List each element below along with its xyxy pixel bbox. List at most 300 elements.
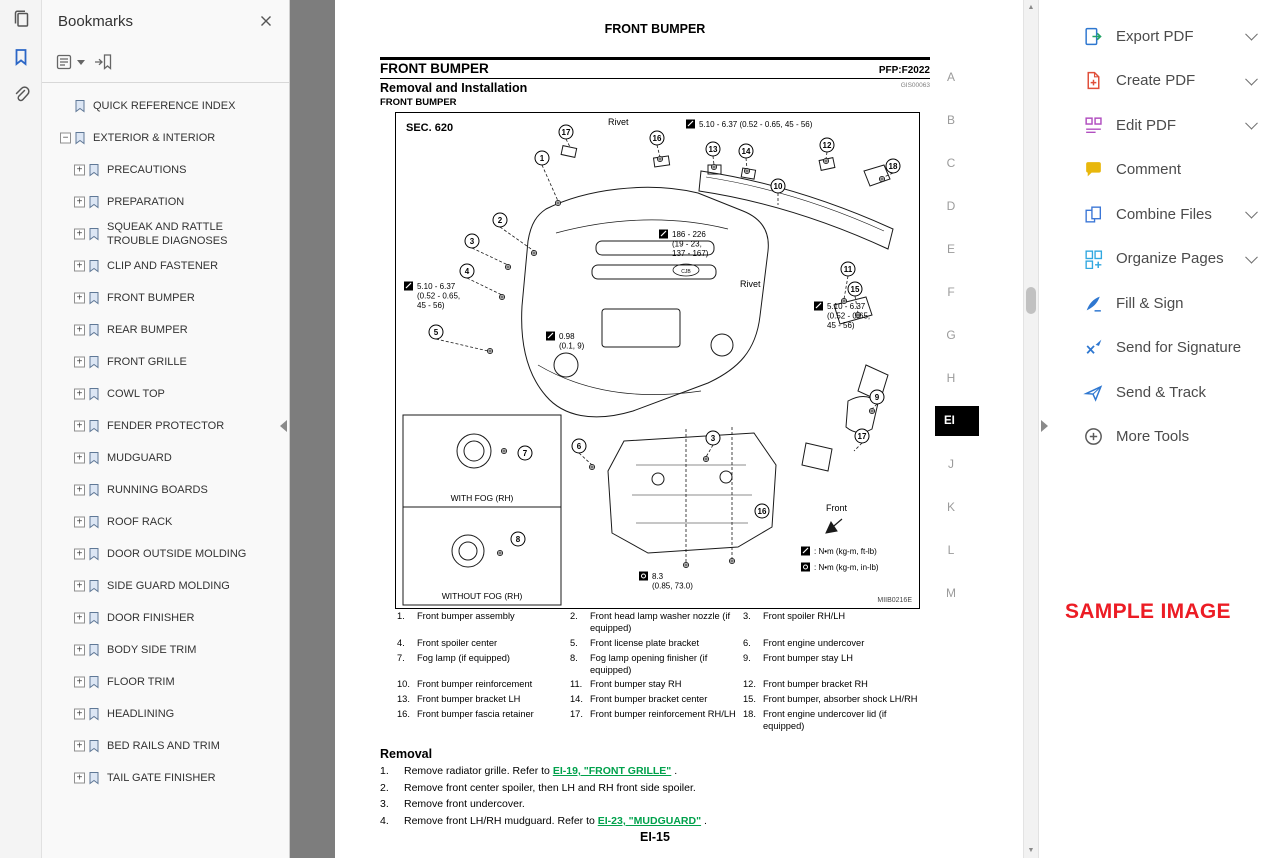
section-tab-b[interactable]: B [946, 113, 955, 127]
section-tab-f[interactable]: F [947, 285, 955, 299]
bookmark-item-fender-protector[interactable] [42, 410, 289, 442]
step-text-segment: Remove front center spoiler, then LH and RH front side spoiler. [404, 781, 696, 794]
bookmark-item-side-guard-molding[interactable] [42, 570, 289, 602]
svg-text:8.3(0.85, 73.0): 8.3 (0.85, 73.0) [652, 572, 693, 591]
section-tab-g[interactable]: G [946, 328, 956, 342]
svg-text:SEC. 620: SEC. 620 [406, 122, 454, 134]
section-tab-m[interactable]: M [946, 586, 956, 600]
subsection-subtitle: FRONT BUMPER [380, 97, 457, 108]
part-number: 5. [570, 637, 578, 648]
bookmark-icon [88, 515, 100, 529]
sample-image-watermark: SAMPLE IMAGE [1065, 600, 1231, 623]
chevron-down-icon[interactable] [1245, 251, 1258, 264]
bookmark-icon [88, 707, 100, 721]
tools-panel [1038, 0, 1278, 858]
bookmark-label: MUDGUARD [107, 451, 172, 464]
bookmark-label: COWL TOP [107, 387, 165, 400]
doc-code: GIS00063 [900, 82, 930, 89]
part-name: Front head lamp washer nozzle (if equipped) [590, 611, 731, 633]
expand-toggle-icon[interactable]: + [74, 293, 85, 304]
bookmark-item-squeak-and-rattle-trouble-diagnoses[interactable] [42, 218, 289, 250]
torque-spec [686, 120, 813, 130]
tool-label: Export PDF [1116, 27, 1194, 45]
removal-step [380, 815, 932, 829]
part-item [397, 611, 570, 635]
torque-spec [639, 572, 693, 591]
bookmark-item-roof-rack[interactable] [42, 506, 289, 538]
pdf-page [335, 0, 1023, 858]
svg-text:5.10 - 6.37(0.52 - 0.65,45 - 5: 5.10 - 6.37 (0.52 - 0.65, 45 - 56) [417, 282, 461, 310]
section-heavy-rule [380, 57, 930, 60]
tool-label: Organize Pages [1116, 250, 1224, 268]
bookmarks-panel [42, 0, 290, 858]
bookmark-item-body-side-trim[interactable] [42, 634, 289, 666]
bookmark-label: EXTERIOR & INTERIOR [93, 131, 216, 144]
bookmark-label: PREPARATION [107, 195, 185, 208]
section-thin-rule [380, 78, 930, 79]
section-tab-e[interactable]: E [946, 242, 955, 256]
tool-label: Create PDF [1116, 72, 1196, 90]
bookmark-item-precautions[interactable] [42, 154, 289, 186]
parts-row [397, 611, 935, 635]
tool-combine-files[interactable] [1039, 192, 1278, 237]
expand-toggle-icon[interactable]: + [74, 357, 85, 368]
bookmark-icon [88, 291, 100, 305]
callout-18 [886, 159, 900, 173]
tool-label: More Tools [1116, 428, 1190, 446]
callout-9 [870, 390, 884, 404]
torque-spec [659, 230, 709, 259]
tool-label: Fill & Sign [1116, 294, 1184, 312]
callout-6 [572, 439, 586, 453]
bookmark-icon [88, 195, 100, 209]
callout-3 [706, 431, 720, 445]
chevron-down-icon[interactable] [1245, 28, 1258, 41]
expand-current-bookmark-icon[interactable] [93, 53, 113, 71]
bookmark-icon [88, 419, 100, 433]
section-tab-c[interactable]: C [946, 156, 956, 170]
expand-toggle-icon[interactable]: + [74, 581, 85, 592]
part-number: 3. [743, 611, 751, 621]
bookmark-label: HEADLINING [107, 707, 175, 720]
part-name: Front license plate bracket [590, 637, 700, 648]
bookmark-item-front-bumper[interactable] [42, 282, 289, 314]
bookmarks-panel-title: Bookmarks [58, 12, 134, 30]
part-number: 11. [570, 679, 583, 690]
tool-label: Combine Files [1116, 205, 1212, 223]
expand-toggle-icon[interactable]: + [74, 453, 85, 464]
send-track-icon [1083, 382, 1105, 403]
part-item [397, 709, 570, 733]
section-tab-l[interactable]: L [947, 543, 955, 557]
removal-steps [380, 765, 932, 832]
bookmark-label: FENDER PROTECTOR [107, 419, 225, 432]
tool-label: Comment [1116, 161, 1182, 179]
exploded-diagram [395, 112, 920, 609]
svg-text:3: 3 [469, 236, 475, 246]
part-item [570, 709, 743, 733]
callout-3 [465, 234, 479, 248]
svg-text:2: 2 [497, 215, 503, 225]
scrollbar-thumb[interactable] [1026, 287, 1036, 314]
bookmark-item-door-finisher[interactable] [42, 602, 289, 634]
bookmark-icon [88, 355, 100, 369]
callout-17 [855, 429, 869, 443]
step-number: 2. [380, 781, 389, 794]
expand-toggle-icon[interactable]: + [74, 325, 85, 336]
left-nav-strip [0, 0, 42, 858]
expand-toggle-icon[interactable]: + [74, 709, 85, 720]
bookmark-item-clip-and-fastener[interactable] [42, 250, 289, 282]
parts-row [397, 694, 935, 706]
bookmark-label: FLOOR TRIM [107, 675, 175, 688]
tool-send-and-track[interactable] [1039, 370, 1278, 415]
part-item [743, 679, 935, 691]
bookmark-options-icon[interactable] [56, 54, 85, 70]
callout-14 [739, 144, 753, 158]
expand-toggle-icon[interactable]: + [74, 165, 85, 176]
bookmarks-list [42, 90, 289, 858]
svg-text:12: 12 [822, 140, 832, 150]
part-name: Front engine undercover lid (if equipped) [763, 709, 887, 732]
callout-15 [848, 282, 862, 296]
part-item [743, 611, 935, 635]
create-pdf-icon [1083, 70, 1105, 91]
bookmark-icon [88, 611, 100, 625]
part-item [397, 653, 570, 677]
svg-text:: N•m (kg-m, ft-lb): : N•m (kg-m, ft-lb) [814, 547, 877, 556]
part-name: Front bumper stay RH [590, 679, 682, 690]
svg-text:8: 8 [515, 534, 521, 544]
part-number: 2. [570, 611, 578, 621]
expand-toggle-icon[interactable]: + [74, 773, 85, 784]
bookmark-label: SIDE GUARD MOLDING [107, 579, 230, 592]
bookmark-item-headlining[interactable] [42, 698, 289, 730]
svg-text:16: 16 [652, 133, 662, 143]
section-tab-a[interactable]: A [946, 70, 955, 84]
parts-legend [397, 611, 935, 736]
bookmark-item-running-boards[interactable] [42, 474, 289, 506]
bookmark-label: BED RAILS AND TRIM [107, 739, 220, 752]
expand-toggle-icon[interactable]: + [74, 645, 85, 656]
part-name: Front bumper assembly [417, 611, 515, 621]
part-name: Fog lamp opening finisher (if equipped) [590, 652, 708, 675]
organize-pages-icon [1083, 248, 1105, 269]
part-number: 12. [743, 679, 756, 690]
callout-17 [559, 125, 573, 139]
part-number: 16. [397, 709, 410, 720]
removal-step [380, 765, 932, 779]
part-item [570, 653, 743, 677]
part-item [743, 638, 935, 650]
svg-text:0.98(0.1, 9): 0.98 (0.1, 9) [559, 332, 585, 351]
step-text [404, 782, 696, 796]
chevron-down-icon [77, 60, 85, 65]
expand-toggle-icon[interactable]: + [74, 229, 85, 240]
part-name: Front bumper reinforcement [417, 679, 533, 690]
bookmark-label: PRECAUTIONS [107, 163, 187, 176]
part-number: 15. [743, 694, 756, 705]
expand-toggle-icon[interactable]: + [74, 677, 85, 688]
tool-export-pdf[interactable] [1039, 14, 1278, 59]
expand-toggle-icon[interactable]: + [74, 485, 85, 496]
bookmark-item-cowl-top[interactable] [42, 378, 289, 410]
part-item [743, 694, 935, 706]
section-title-row [380, 61, 930, 76]
step-number: 4. [380, 814, 389, 827]
step-number: 1. [380, 765, 389, 777]
bookmark-item-quick-reference-index[interactable] [42, 90, 289, 122]
bookmark-icon [88, 323, 100, 337]
svg-text:4: 4 [464, 266, 470, 276]
svg-text:9: 9 [874, 392, 880, 402]
torque-spec [546, 332, 585, 351]
expand-toggle-icon[interactable]: + [74, 741, 85, 752]
part-item [570, 694, 743, 706]
export-pdf-icon [1083, 26, 1105, 47]
bookmark-icon [88, 387, 100, 401]
collapse-toggle-icon[interactable]: − [60, 133, 71, 144]
svg-text:17: 17 [857, 431, 867, 441]
expand-toggle-icon[interactable]: + [74, 197, 85, 208]
bookmarks-icon[interactable] [0, 38, 42, 76]
step-text [404, 815, 707, 829]
svg-text:5.10 - 6.37(0.52 - 0.65,45 - 5: 5.10 - 6.37 (0.52 - 0.65, 45 - 56) [827, 302, 871, 330]
callout-16 [650, 131, 664, 145]
parts-row [397, 638, 935, 650]
expand-toggle-icon[interactable]: + [74, 517, 85, 528]
bookmark-label: QUICK REFERENCE INDEX [93, 99, 236, 112]
bookmark-label: FRONT GRILLE [107, 355, 187, 368]
bookmark-label: REAR BUMPER [107, 323, 188, 336]
bookmark-item-preparation[interactable] [42, 186, 289, 218]
part-item [397, 638, 570, 650]
page-running-header: FRONT BUMPER [604, 22, 706, 36]
step-text-segment: Remove front LH/RH mudguard. Refer to [404, 814, 598, 827]
bookmark-item-exterior-and-interior[interactable] [42, 122, 289, 154]
bookmark-item-tail-gate-finisher[interactable] [42, 762, 289, 794]
svg-text:CJB: CJB [681, 269, 691, 275]
svg-text:3: 3 [710, 433, 716, 443]
scroll-down-arrow[interactable]: ▼ [1027, 847, 1035, 854]
svg-text:6: 6 [576, 441, 582, 451]
part-item [570, 679, 743, 691]
expand-toggle-icon[interactable]: + [74, 421, 85, 432]
tool-label: Edit PDF [1116, 116, 1177, 134]
close-icon[interactable] [259, 14, 273, 28]
expand-toggle-icon[interactable]: + [74, 549, 85, 560]
subsection-title: Removal and Installation [380, 81, 528, 95]
comment-icon [1083, 159, 1105, 180]
part-name: Front bumper bracket RH [763, 679, 868, 690]
tool-more-tools[interactable] [1039, 415, 1278, 460]
part-item [743, 709, 935, 733]
section-tab-j[interactable]: J [948, 457, 954, 471]
removal-step [380, 798, 932, 812]
bookmark-item-rear-bumper[interactable] [42, 314, 289, 346]
expand-toggle-icon[interactable]: + [74, 261, 85, 272]
part-number: 10. [397, 679, 410, 690]
bookmark-item-bed-rails-and-trim[interactable] [42, 730, 289, 762]
bookmark-icon [88, 259, 100, 273]
svg-text:WITH FOG (RH): WITH FOG (RH) [450, 493, 514, 503]
bookmark-icon [88, 451, 100, 465]
chevron-down-icon[interactable] [1245, 117, 1258, 130]
bookmark-icon [88, 579, 100, 593]
part-number: 13. [397, 694, 410, 705]
bookmark-icon [88, 739, 100, 753]
callout-8 [511, 532, 525, 546]
bookmark-label: ROOF RACK [107, 515, 173, 528]
torque-spec [814, 302, 870, 331]
parts-row [397, 679, 935, 691]
tool-organize-pages[interactable] [1039, 237, 1278, 282]
callout-12 [820, 138, 834, 152]
scroll-up-arrow[interactable]: ▲ [1027, 4, 1035, 11]
document-area [290, 0, 1038, 858]
section-tab-ei[interactable]: EI [935, 406, 979, 436]
part-name: Front bumper, absorber shock LH/RH [763, 694, 918, 705]
svg-text:5.10 - 6.37 (0.52 - 0.65, 45 -: 5.10 - 6.37 (0.52 - 0.65, 45 - 56) [699, 120, 813, 129]
bookmark-icon [88, 643, 100, 657]
chevron-down-icon[interactable] [1245, 206, 1258, 219]
callout-13 [706, 142, 720, 156]
step-text [404, 765, 677, 779]
part-name: Front bumper fascia retainer [417, 709, 534, 720]
tools-list [1039, 14, 1278, 459]
page-number: EI-15 [640, 830, 670, 844]
part-number: 1. [397, 611, 405, 621]
tool-fill-and-sign[interactable] [1039, 281, 1278, 326]
callout-10 [771, 179, 785, 193]
bookmark-item-front-grille[interactable] [42, 346, 289, 378]
bookmark-icon [88, 483, 100, 497]
bookmark-icon [74, 131, 86, 145]
bookmarks-header [42, 0, 289, 42]
svg-text:15: 15 [850, 284, 860, 294]
expand-toggle-icon[interactable]: + [74, 389, 85, 400]
bookmark-icon [88, 547, 100, 561]
step-text-segment: . [701, 814, 707, 827]
svg-text:Rivet: Rivet [740, 279, 761, 289]
bookmark-icon [88, 163, 100, 177]
parts-row [397, 653, 935, 677]
svg-text:14: 14 [741, 146, 751, 156]
more-tools-icon [1083, 426, 1105, 447]
part-item [397, 679, 570, 691]
bookmark-label: DOOR FINISHER [107, 611, 195, 624]
bookmark-label: FRONT BUMPER [107, 291, 195, 304]
bookmark-label: TAIL GATE FINISHER [107, 771, 216, 784]
step-text [404, 798, 525, 812]
svg-text:: N•m (kg-m, in-lb): : N•m (kg-m, in-lb) [814, 563, 879, 572]
bookmark-label: RUNNING BOARDS [107, 483, 208, 496]
callout-16 [755, 504, 769, 518]
bookmark-icon [88, 675, 100, 689]
attachments-icon[interactable] [0, 76, 42, 114]
removal-step [380, 782, 932, 796]
svg-text:10: 10 [773, 181, 783, 191]
bookmark-icon [74, 99, 86, 113]
pfp-code: PFP:F2022 [878, 65, 930, 76]
bookmark-item-floor-trim[interactable] [42, 666, 289, 698]
part-item [570, 638, 743, 650]
bookmark-icon [88, 771, 100, 785]
page-thumbnails-icon[interactable] [0, 0, 42, 38]
callout-5 [429, 325, 443, 339]
part-item [570, 611, 743, 635]
part-number: 14. [570, 694, 583, 705]
callout-4 [460, 264, 474, 278]
part-number: 8. [570, 652, 578, 663]
part-name: Front spoiler RH/LH [763, 611, 846, 621]
part-name: Front bumper stay LH [763, 652, 853, 663]
callout-7 [518, 446, 532, 460]
svg-text:1: 1 [539, 153, 545, 163]
part-number: 6. [743, 637, 751, 648]
part-number: 18. [743, 709, 756, 720]
svg-text:186 - 226(19 - 23,137 - 167): 186 - 226 (19 - 23, 137 - 167) [672, 230, 709, 258]
removal-heading: Removal [380, 747, 433, 761]
expand-toggle-icon[interactable]: + [74, 613, 85, 624]
callout-11 [841, 262, 855, 276]
document-scrollbar[interactable] [1023, 0, 1038, 858]
fill-sign-icon [1083, 293, 1105, 314]
bookmark-item-mudguard[interactable] [42, 442, 289, 474]
torque-spec [404, 282, 460, 311]
tool-comment[interactable] [1039, 148, 1278, 193]
part-number: 17. [570, 709, 583, 720]
section-tab-d[interactable]: D [946, 199, 956, 213]
part-number: 4. [397, 637, 405, 648]
part-item [743, 653, 935, 677]
collapse-left-panel-arrow[interactable] [280, 420, 287, 432]
tool-label: Send for Signature [1116, 339, 1242, 357]
pdf-cross-reference-link[interactable]: EI-23, "MUDGUARD" [597, 814, 702, 827]
section-tab-k[interactable]: K [946, 500, 955, 514]
step-number: 3. [380, 798, 389, 811]
tool-create-pdf[interactable] [1039, 59, 1278, 104]
callout-2 [493, 213, 507, 227]
tool-edit-pdf[interactable] [1039, 103, 1278, 148]
bookmark-item-door-outside-molding[interactable] [42, 538, 289, 570]
section-title: FRONT BUMPER [380, 61, 489, 76]
combine-files-icon [1083, 204, 1105, 225]
part-name: Front bumper reinforcement RH/LH [590, 709, 736, 720]
svg-text:WITHOUT FOG (RH): WITHOUT FOG (RH) [441, 591, 523, 601]
svg-text:7: 7 [522, 448, 528, 458]
callout-1 [535, 151, 549, 165]
part-number: 9. [743, 652, 751, 663]
step-text-segment: Remove front undercover. [404, 798, 525, 811]
bookmark-label: BODY SIDE TRIM [107, 643, 197, 656]
parts-row [397, 709, 935, 733]
svg-text:MIIB0216E: MIIB0216E [877, 597, 912, 604]
part-name: Front spoiler center [417, 637, 498, 648]
bookmark-label: SQUEAK AND RATTLE TROUBLE DIAGNOSES [107, 220, 228, 247]
svg-text:11: 11 [843, 264, 853, 274]
edit-pdf-icon [1083, 115, 1105, 136]
svg-text:17: 17 [561, 127, 571, 137]
bookmark-icon [88, 227, 100, 241]
section-tab-h[interactable]: H [946, 371, 956, 385]
part-item [397, 694, 570, 706]
chevron-down-icon[interactable] [1245, 73, 1258, 86]
pdf-cross-reference-link[interactable]: EI-19, "FRONT GRILLE" [552, 765, 672, 777]
part-name: Front engine undercover [763, 637, 865, 648]
tool-send-for-signature[interactable] [1039, 326, 1278, 371]
svg-text:16: 16 [757, 506, 767, 516]
